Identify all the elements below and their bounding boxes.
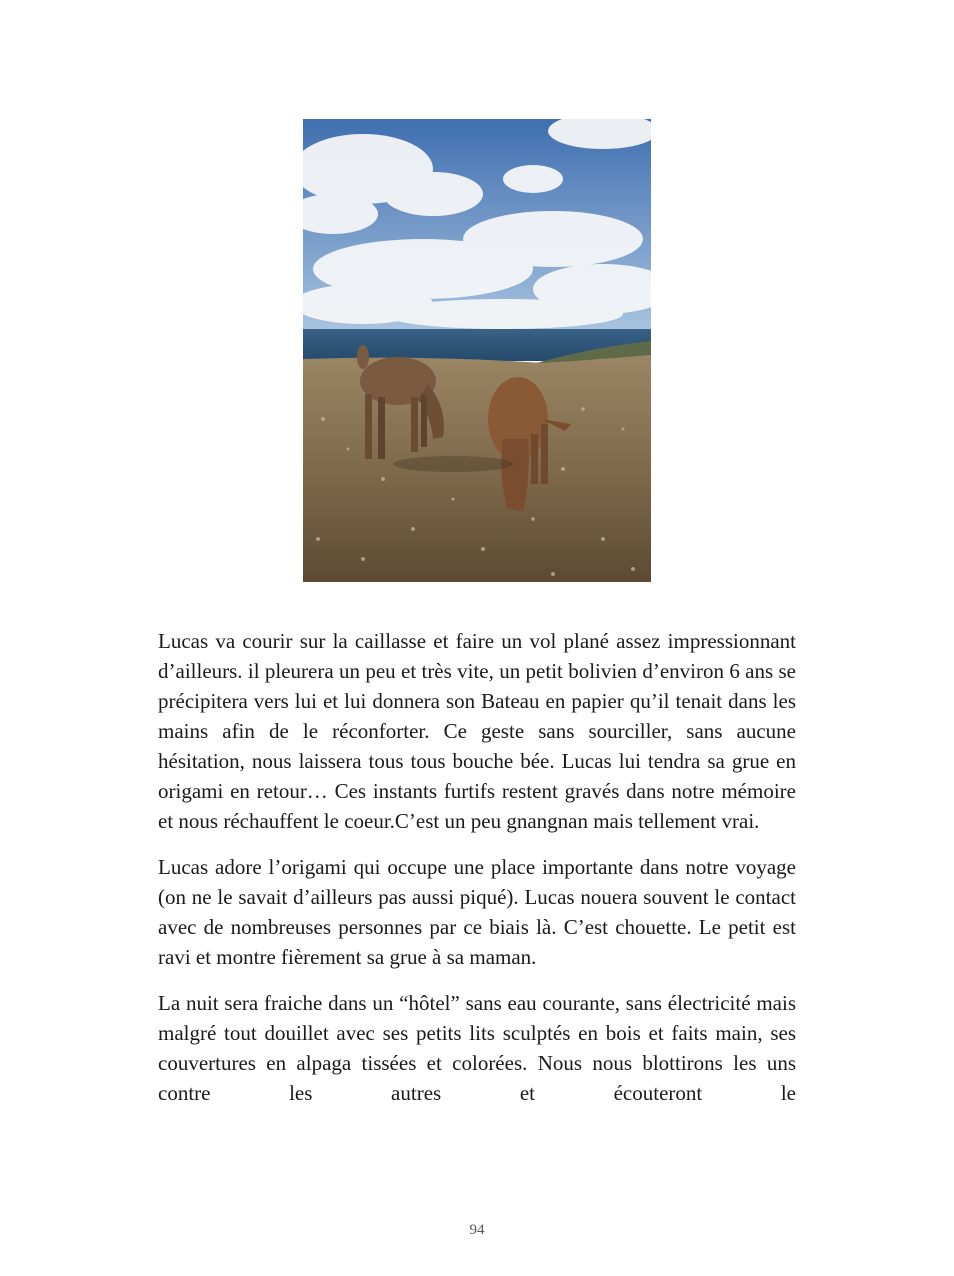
paragraph: La nuit sera fraiche dans un “hôtel” sans eau courante, sans électricité mais malgré tout douillet avec ses petits lits sculptés en bois et faits main, ses couvertures en alpaga tissées et colorées. Nous nous blottirons les uns contre les autres et écouteront le xyxy=(158,991,796,1105)
paragraph: Lucas adore l’origami qui occupe une place importante dans notre voyage (on ne le savait d’ailleurs pas aussi piqué). Lucas nouera souvent le contact avec de nombreuses personnes par ce biais là. C’est chouette. Le petit est ravi et montre fièrement sa grue à sa maman. xyxy=(158,855,796,969)
donkeys-photo xyxy=(303,119,651,582)
page-number: 94 xyxy=(469,1222,485,1238)
donkeys-photo-illustration xyxy=(303,119,651,582)
paragraph: Lucas va courir sur la caillasse et faire un vol plané assez impressionnant d’ailleurs. il pleurera un peu et très vite, un petit bolivien d’environ 6 ans se précipitera vers lui et lui donnera son Bateau en papier qu’il tenait dans les mains afin de le réconforter. Ce geste sans sourciller, sans aucune hésitation, nous laissera tous tous bouche bée. Lucas lui tendra sa grue en origami en retour… Ces instants furtifs restent gravés dans notre mémoire et nous réchauffent le coeur.C’est un peu gnangnan mais tellement vrai. xyxy=(158,629,796,833)
body-text xyxy=(158,626,796,1124)
